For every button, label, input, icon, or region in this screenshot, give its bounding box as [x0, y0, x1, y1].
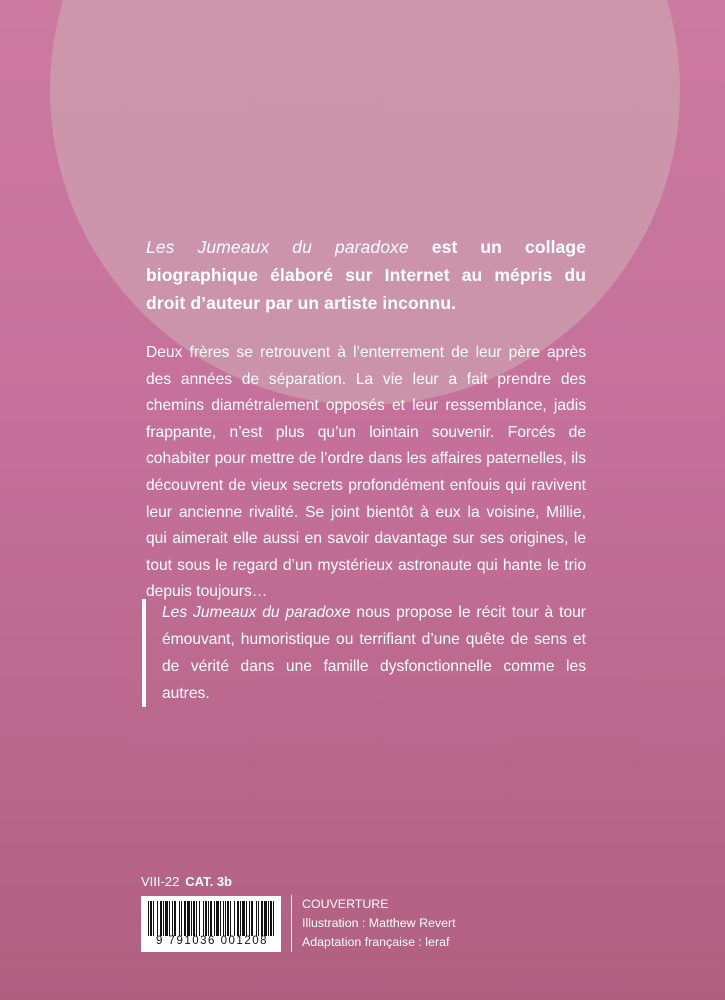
barcode-bar: [160, 901, 162, 936]
barcode-bar: [216, 901, 219, 936]
barcode-number: 9 791036 001208: [155, 935, 269, 947]
barcode-bar: [223, 901, 224, 936]
barcode-bar: [165, 901, 168, 936]
barcode-bar: [187, 901, 190, 936]
barcode-bars: [148, 901, 276, 936]
barcode-bar: [256, 901, 257, 936]
catalog-category: CAT. 3b: [185, 874, 233, 889]
barcode-bar: [264, 901, 267, 936]
intro-text: est un collage biographique élaboré sur Internet au mépris du droit d’auteur par un artiste inconnu.: [146, 237, 586, 313]
barcode-bar: [220, 901, 221, 936]
barcode-bar: [246, 901, 247, 936]
barcode-bar: [251, 901, 253, 936]
intro-paragraph: [146, 233, 586, 317]
credits-illustration: Illustration : Matthew Revert: [302, 916, 456, 930]
catalog-info: [141, 874, 232, 889]
barcode-bar: [249, 901, 250, 936]
barcode-bar: [261, 901, 263, 936]
quote-book-title: Les Jumeaux du paradoxe: [162, 604, 351, 621]
barcode-bar: [148, 901, 149, 936]
summary-paragraph: Deux frères se retrouvent à l’enterrement de leur père après des années de séparation. La vie leur a fait prendre des chemins diamétralement opposés et leur ressemblance, jadis frappante, n’est plus qu’un lointain souvenir. Forcés de cohabiter pour mettre de l’ordre dans les affaires paternelles, ils découvrent de vieux secrets profondément enfouis qui ravivent leur ancienne rivalité. Se joint bientôt à eux la voisine, Millie, qui aimerait elle aussi en savoir davantage sur ses origines, le tout sous le regard d’un mystérieux astronaute qui hante le trio depuis toujours…: [146, 344, 586, 601]
credits-adaptation: Adaptation française : leraf: [302, 935, 450, 949]
barcode-bar: [237, 901, 239, 936]
barcode-bar: [214, 901, 215, 936]
barcode-bar: [163, 901, 164, 936]
barcode-bar: [205, 901, 207, 936]
barcode-bar: [191, 901, 192, 936]
barcode-bar: [227, 901, 229, 936]
barcode-bar: [273, 901, 274, 936]
barcode-bar: [199, 901, 200, 936]
cover-credits: [291, 895, 456, 952]
barcode-bar: [179, 901, 180, 936]
barcode-bar: [210, 901, 212, 936]
barcode-bar: [270, 901, 272, 936]
credits-heading: COUVERTURE: [302, 897, 389, 911]
barcode-bar: [172, 901, 173, 936]
barcode-bar: [184, 901, 186, 936]
barcode-bar: [181, 901, 182, 936]
quote-block: [142, 599, 586, 707]
barcode-bar: [230, 901, 231, 936]
barcode-bar: [203, 901, 204, 936]
barcode-bar: [234, 901, 235, 936]
barcode-bar: [174, 901, 176, 936]
catalog-code: VIII-22: [141, 874, 180, 889]
barcode-bar: [150, 901, 152, 936]
barcode-bar: [169, 901, 170, 936]
barcode-bar: [268, 901, 269, 936]
barcode-bar: [153, 901, 154, 936]
barcode-bar: [196, 901, 197, 936]
barcode-bar: [242, 901, 245, 936]
barcode-bar: [208, 901, 209, 936]
barcode-bar: [157, 901, 158, 936]
barcode-bar: [258, 901, 259, 936]
barcode-bar: [225, 901, 226, 936]
barcode-bar: [193, 901, 195, 936]
barcode-bar: [240, 901, 241, 936]
quote-text: nous propose le récit tour à tour émouvant, humoristique ou terrifiant d’une quête de sens et de vérité dans une famille dysfonctionnelle comme les autres.: [162, 604, 586, 702]
isbn-barcode: [141, 896, 281, 952]
intro-book-title: Les Jumeaux du paradoxe: [146, 237, 409, 257]
